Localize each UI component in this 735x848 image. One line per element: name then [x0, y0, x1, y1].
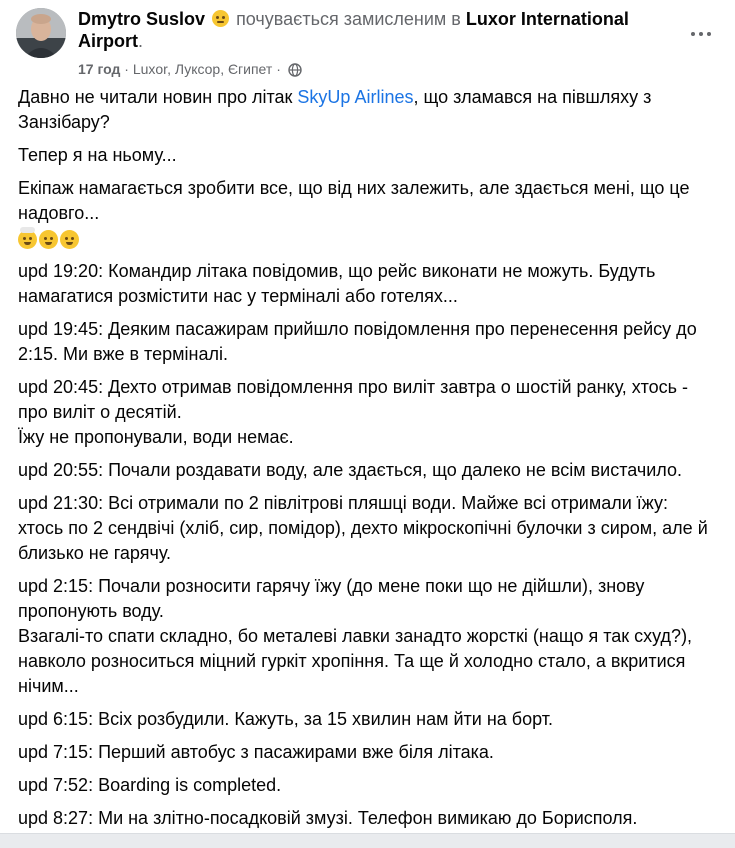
thinking-face-icon: [212, 10, 229, 27]
thinking-face-icon: [60, 230, 79, 249]
skyup-airlines-link[interactable]: SkyUp Airlines: [297, 87, 414, 107]
more-dot: [707, 32, 711, 36]
update-5: [18, 491, 718, 566]
relieved-face-icon: [39, 230, 58, 249]
update-8: [18, 740, 718, 765]
post-paragraph-2: Тепер я на ньому...: [18, 145, 177, 165]
post-header-text: [78, 8, 668, 52]
update-4: [18, 458, 718, 483]
exploding-head-icon: [18, 230, 37, 249]
post-meta: [78, 60, 302, 78]
p1-before: Давно не читали новин про літак: [18, 87, 298, 107]
update-line: upd 8:27: Ми на злітно-посадковій змузі. Телефон вимикаю до Борисполя.: [18, 808, 638, 828]
p3-text: Екіпаж намагається зробити все, що від них залежить, але здається мені, що це надовго...: [18, 178, 690, 223]
feeling-text: почувається замисленим в: [236, 9, 461, 29]
place-link[interactable]: Luxor International Airport: [78, 9, 629, 51]
update-1: [18, 259, 718, 309]
avatar-photo: [16, 8, 66, 58]
more-dot: [691, 32, 695, 36]
post-paragraph-1: [18, 85, 718, 135]
update-line: Їжу не пропонували, води немає.: [18, 427, 294, 447]
update-line: Взагалі-то спати складно, бо металеві лавки занадто жорсткі (нащо я так схуд?), навколо розноситься міцний гуркіт хропіння. Та ще й холодно стало, а вкритися нічим...: [18, 626, 693, 696]
update-line: upd 19:20: Командир літака повідомив, що рейс виконати не можуть. Будуть намагатися розмістити нас у терміналі або готелях...: [18, 261, 656, 306]
update-line: upd 20:55: Почали роздавати воду, але здається, що далеко не всім вистачило.: [18, 460, 683, 480]
map-preview[interactable]: [0, 833, 735, 848]
post-time[interactable]: 17 год: [78, 61, 121, 77]
post-paragraph-3: [18, 176, 718, 251]
update-6: [18, 574, 718, 699]
update-line: upd 21:30: Всі отримали по 2 півлітрові пляшці води. Майже всі отримали їжу: хтось по 2 сендвічі (хліб, сир, помідор), дехто мікроскопічні булочки з сиром, але й близько не гарячу.: [18, 493, 708, 563]
post-body: [18, 85, 718, 839]
meta-separator-2: ·: [276, 61, 281, 77]
update-line: upd 19:45: Деяким пасажирам прийшло повідомлення про перенесення рейсу до 2:15. Ми вже в терміналі.: [18, 319, 697, 364]
p1-after: , що зламався на півшляху з Занзібару?: [18, 87, 652, 132]
update-line: upd 7:52: Boarding is completed.: [18, 775, 282, 795]
update-2: [18, 317, 718, 367]
update-9: [18, 773, 718, 798]
update-line: upd 2:15: Почали розносити гарячу їжу (до мене поки що не дійшли), знову пропонують воду.: [18, 576, 645, 621]
update-line: upd 7:15: Перший автобус з пасажирами вже біля літака.: [18, 742, 494, 762]
update-3: [18, 375, 718, 450]
post-location[interactable]: Luxor, Луксор, Єгипет: [132, 61, 273, 77]
update-line: upd 20:45: Дехто отримав повідомлення про виліт завтра о шостій ранку, хтось - про виліт о десятій.: [18, 377, 689, 422]
more-options-button[interactable]: [683, 16, 719, 52]
update-10: [18, 806, 718, 831]
place-suffix: .: [138, 31, 144, 51]
emoji-group: [18, 230, 79, 249]
update-7: [18, 707, 718, 732]
more-dot: [699, 32, 703, 36]
avatar[interactable]: [16, 8, 66, 58]
post-header: [16, 8, 719, 80]
author-name[interactable]: Dmytro Suslov: [78, 9, 206, 29]
meta-separator: ·: [124, 61, 129, 77]
update-line: upd 6:15: Всіх розбудили. Кажуть, за 15 хвилин нам йти на борт.: [18, 709, 553, 729]
globe-icon[interactable]: [288, 63, 302, 77]
